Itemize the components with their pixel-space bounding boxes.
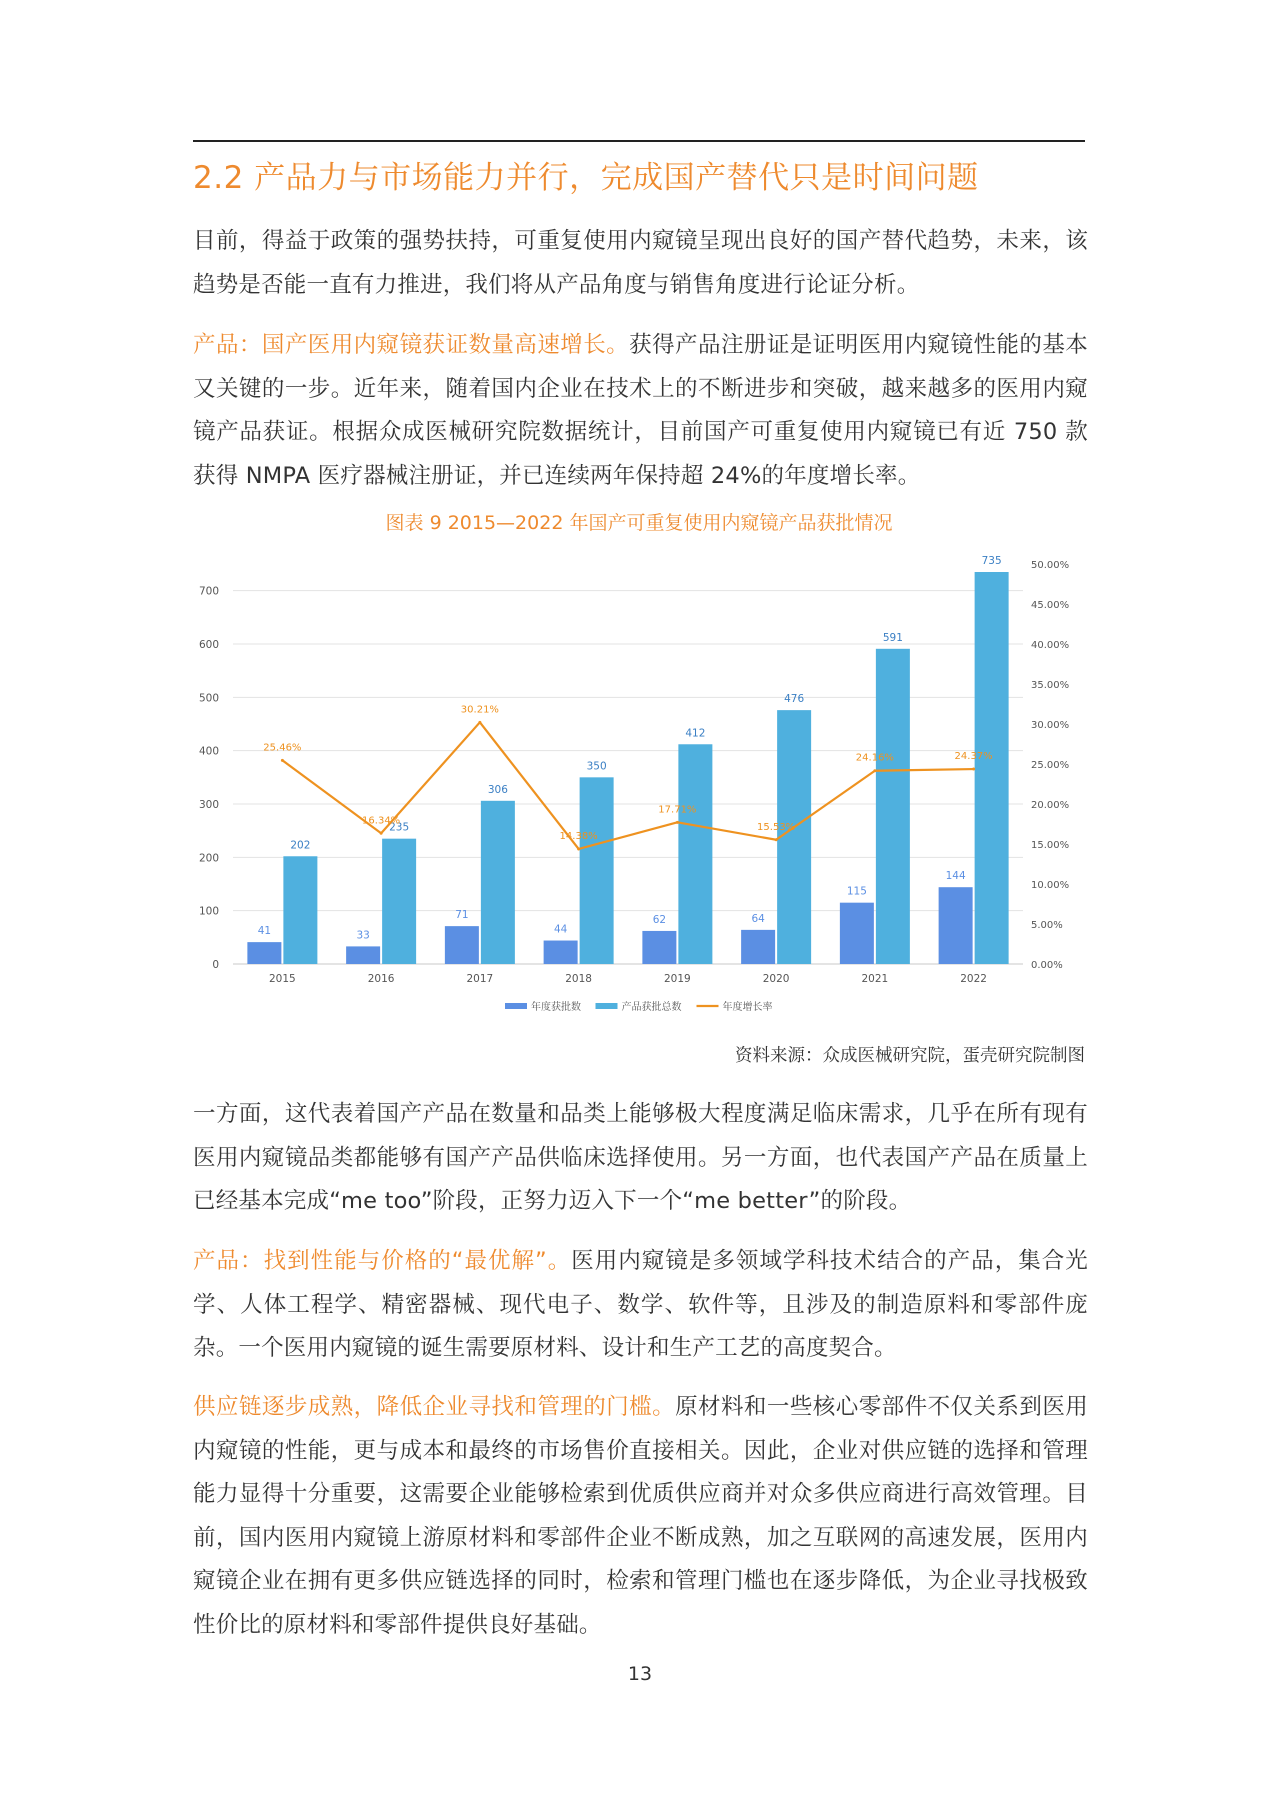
figure-caption: 图表 9 2015—2022 年国产可重复使用内窥镜产品获批情况 <box>385 512 893 534</box>
y-tick-label: 100 <box>198 905 219 918</box>
data-label-total: 306 <box>487 783 508 796</box>
paragraph-highlight: 产品：国产医用内窥镜获证数量高速增长。 <box>193 332 630 358</box>
paragraph-product-certification <box>193 324 1088 498</box>
bar-total-approvals <box>777 710 811 964</box>
data-label-annual: 144 <box>945 870 966 883</box>
bar-total-approvals <box>382 839 416 964</box>
y-tick-label: 500 <box>198 692 219 705</box>
growth-rate-point <box>775 838 778 841</box>
y2-tick-label: 35.00% <box>1031 680 1070 691</box>
bar-annual-approvals <box>741 930 775 964</box>
bar-total-approvals <box>975 572 1009 964</box>
data-label-annual: 64 <box>751 912 765 925</box>
bar-total-approvals <box>481 801 515 964</box>
y-tick-label: 700 <box>198 585 219 598</box>
x-tick-label: 2021 <box>861 973 889 985</box>
data-label-total: 476 <box>784 693 805 706</box>
bar-total-approvals <box>283 856 317 964</box>
growth-rate-point <box>577 847 580 850</box>
legend-label: 产品获批总数 <box>621 1002 682 1013</box>
bar-total-approvals <box>580 777 614 964</box>
growth-rate-point <box>478 721 481 724</box>
x-tick-label: 2022 <box>960 973 987 985</box>
data-label-total: 412 <box>685 727 706 740</box>
paragraph-intro: 目前，得益于政策的强势扶持，可重复使用内窥镜呈现出良好的国产替代趋势，未来，该趋势是否能一直有力推进，我们将从产品角度与销售角度进行论证分析。 <box>193 228 1088 298</box>
x-tick-label: 2017 <box>466 973 494 985</box>
data-label-growth: 24.16% <box>855 752 894 764</box>
growth-rate-point <box>281 759 284 762</box>
y2-tick-label: 45.00% <box>1031 600 1070 611</box>
data-label-growth: 14.38% <box>559 830 598 842</box>
paragraph-body: 获得产品注册证是证明医用内窥镜性能的基本又关键的一步。近年来，随着国内企业在技术上的不断进步和突破，越来越多的医用内窥镜产品获证。根据众成医械研究院数据统计，目前国产可重复使用内窥镜已有近 750 款获得 NMPA 医疗器械注册证，并已连续两年保持超 24%的年度增长率。 <box>193 332 1088 489</box>
y-tick-label: 400 <box>198 745 219 758</box>
y2-tick-label: 25.00% <box>1031 760 1070 771</box>
data-label-annual: 33 <box>356 929 370 942</box>
data-label-growth: 16.34% <box>362 815 401 827</box>
y-tick-label: 300 <box>198 799 219 811</box>
x-tick-label: 2018 <box>565 973 592 985</box>
bar-annual-approvals <box>939 887 973 964</box>
bar-annual-approvals <box>445 926 479 964</box>
data-label-growth: 17.71% <box>658 804 697 816</box>
legend-swatch <box>505 1003 527 1009</box>
growth-rate-point <box>972 768 975 771</box>
data-label-growth: 25.46% <box>263 742 302 754</box>
y2-tick-label: 20.00% <box>1031 800 1070 811</box>
bar-total-approvals <box>876 649 910 964</box>
data-label-total: 350 <box>586 760 607 773</box>
paragraph-highlight: 产品：找到性能与价格的“最优解”。 <box>193 1248 572 1274</box>
x-tick-label: 2019 <box>664 973 691 985</box>
bar-total-approvals <box>678 744 712 964</box>
approval-chart <box>193 552 1088 1032</box>
header-rule <box>193 140 1085 142</box>
growth-rate-point <box>873 769 876 772</box>
bar-annual-approvals <box>247 942 281 964</box>
growth-rate-point <box>380 832 383 835</box>
data-label-annual: 71 <box>455 909 469 922</box>
growth-rate-line <box>282 722 973 852</box>
figure-source: 资料来源：众成医械研究院，蛋壳研究院制图 <box>735 1046 1085 1066</box>
data-label-total: 591 <box>882 631 903 644</box>
bar-annual-approvals <box>544 941 578 964</box>
y2-tick-label: 0.00% <box>1031 960 1063 971</box>
paragraph-implications: 一方面，这代表着国产产品在数量和品类上能够极大程度满足临床需求，几乎在所有现有医用内窥镜品类都能够有国产产品供临床选择使用。另一方面，也代表国产产品在质量上已经基本完成“me too”阶段，正努力迈入下一个“me better”的阶段。 <box>193 1101 1088 1214</box>
bar-annual-approvals <box>346 946 380 964</box>
y-tick-label: 600 <box>198 639 219 651</box>
data-label-annual: 62 <box>652 913 667 926</box>
data-label-total: 235 <box>389 821 410 834</box>
paragraph-body: 医用内窥镜是多领域学科技术结合的产品，集合光学、人体工程学、精密器械、现代电子、数学、软件等，且涉及的制造原料和零部件庞杂。一个医用内窥镜的诞生需要原材料、设计和生产工艺的高度契合。 <box>193 1248 1088 1361</box>
paragraph-optimal-solution <box>193 1240 1088 1371</box>
bar-annual-approvals <box>840 903 874 964</box>
data-label-total: 735 <box>981 555 1002 567</box>
paragraph-supply-chain <box>193 1386 1088 1647</box>
x-tick-label: 2020 <box>762 973 790 985</box>
legend-label: 年度获批数 <box>531 1002 581 1013</box>
y2-tick-label: 30.00% <box>1031 720 1070 731</box>
data-label-annual: 41 <box>257 925 272 938</box>
bar-annual-approvals <box>642 931 676 964</box>
legend-label: 年度增长率 <box>722 1002 773 1013</box>
data-label-growth: 24.37% <box>954 751 993 763</box>
y2-tick-label: 50.00% <box>1031 560 1070 571</box>
data-label-total: 202 <box>290 839 311 852</box>
y2-tick-label: 40.00% <box>1031 640 1070 651</box>
legend-swatch <box>596 1003 618 1009</box>
data-label-growth: 15.53% <box>757 821 796 833</box>
growth-rate-point <box>676 821 679 824</box>
paragraph-body: 原材料和一些核心零部件不仅关系到医用内窥镜的性能，更与成本和最终的市场售价直接相关。因此，企业对供应链的选择和管理能力显得十分重要，这需要企业能够检索到优质供应商并对众多供应商进行高效管理。目前，国内医用内窥镜上游原材料和零部件企业不断成熟，加之互联网的高速发展，医用内窥镜企业在拥有更多供应链选择的同时，检索和管理门槛也在逐步降低，为企业寻找极致性价比的原材料和零部件提供良好基础。 <box>193 1394 1088 1638</box>
x-tick-label: 2015 <box>269 973 296 985</box>
x-tick-label: 2016 <box>367 973 395 985</box>
paragraph-highlight: 供应链逐步成熟，降低企业寻找和管理的门槛。 <box>193 1394 676 1420</box>
data-label-annual: 44 <box>553 923 568 936</box>
y2-tick-label: 5.00% <box>1031 920 1063 931</box>
y2-tick-label: 10.00% <box>1031 880 1070 891</box>
section-title: 2.2 产品力与市场能力并行，完成国产替代只是时间问题 <box>193 160 979 196</box>
y-tick-label: 0 <box>212 959 219 971</box>
y-tick-label: 200 <box>198 852 219 865</box>
y2-tick-label: 15.00% <box>1031 840 1070 851</box>
page-number: 13 <box>627 1663 653 1685</box>
data-label-growth: 30.21% <box>460 704 499 716</box>
data-label-annual: 115 <box>846 885 867 898</box>
